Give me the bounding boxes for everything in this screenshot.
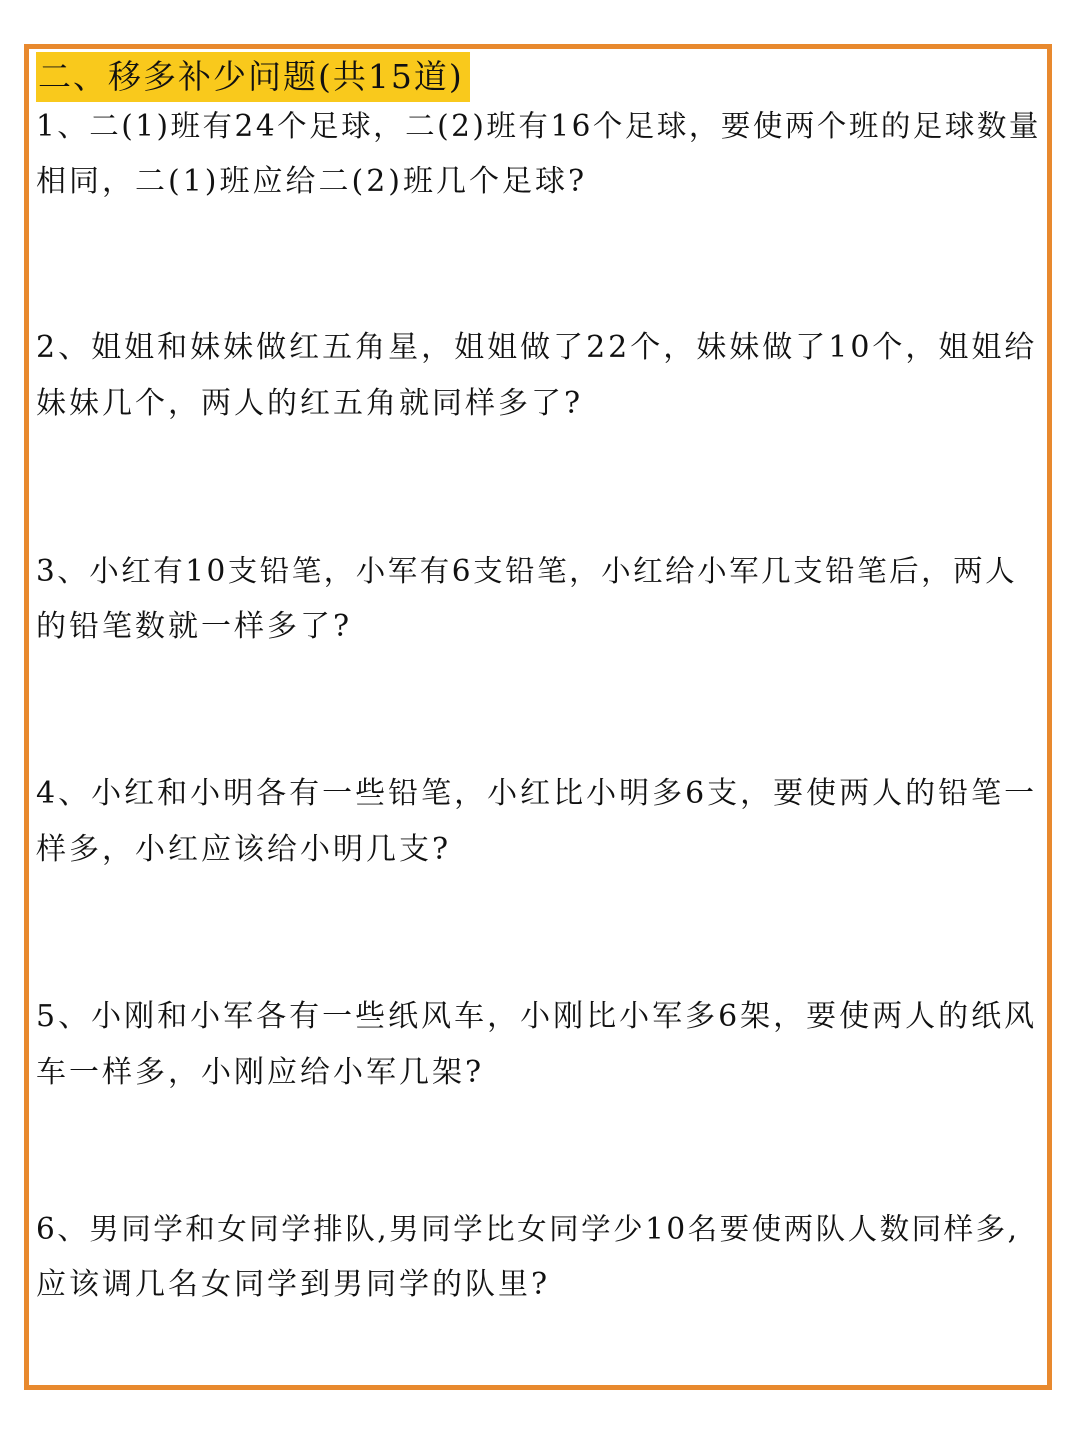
question-1: [36, 98, 1046, 210]
question-3: [36, 543, 1046, 655]
question-3-line-2: 的铅笔数就一样多了?: [36, 609, 353, 644]
worksheet-frame: [24, 44, 1052, 1390]
question-5: [36, 989, 1046, 1101]
question-3-line-1: 3、小红有10支铅笔，小军有6支铅笔，小红给小军几支铅笔后，两人: [36, 554, 1018, 588]
question-6-line-2: 应该调几名女同学到男同学的队里?: [36, 1267, 551, 1302]
question-4: [36, 766, 1046, 878]
question-4-line-1: 4、小红和小明各有一些铅笔，小红比小明多6支，要使两人的铅笔一: [36, 776, 1038, 811]
section-title: 二、移多补少问题(共15道): [36, 52, 470, 102]
question-1-line-2: 相同，二(1)班应给二(2)班几个足球?: [36, 164, 588, 199]
question-2: [36, 320, 1046, 432]
question-6-line-1: 6、男同学和女同学排队,男同学比女同学少10名要使两队人数同样多,: [36, 1212, 1020, 1246]
question-6: [36, 1201, 1046, 1313]
question-5-line-2: 车一样多，小刚应给小军几架?: [36, 1055, 485, 1090]
question-2-line-1: 2、姐姐和妹妹做红五角星，姐姐做了22个，妹妹做了10个，姐姐给: [36, 330, 1038, 365]
question-5-line-1: 5、小刚和小军各有一些纸风车，小刚比小军多6架，要使两人的纸风: [36, 999, 1038, 1034]
question-1-line-1: 1、二(1)班有24个足球，二(2)班有16个足球，要使两个班的足球数量: [36, 109, 1041, 143]
question-4-line-2: 样多，小红应该给小明几支?: [36, 832, 452, 867]
question-2-line-2: 妹妹几个，两人的红五角就同样多了?: [36, 386, 584, 421]
